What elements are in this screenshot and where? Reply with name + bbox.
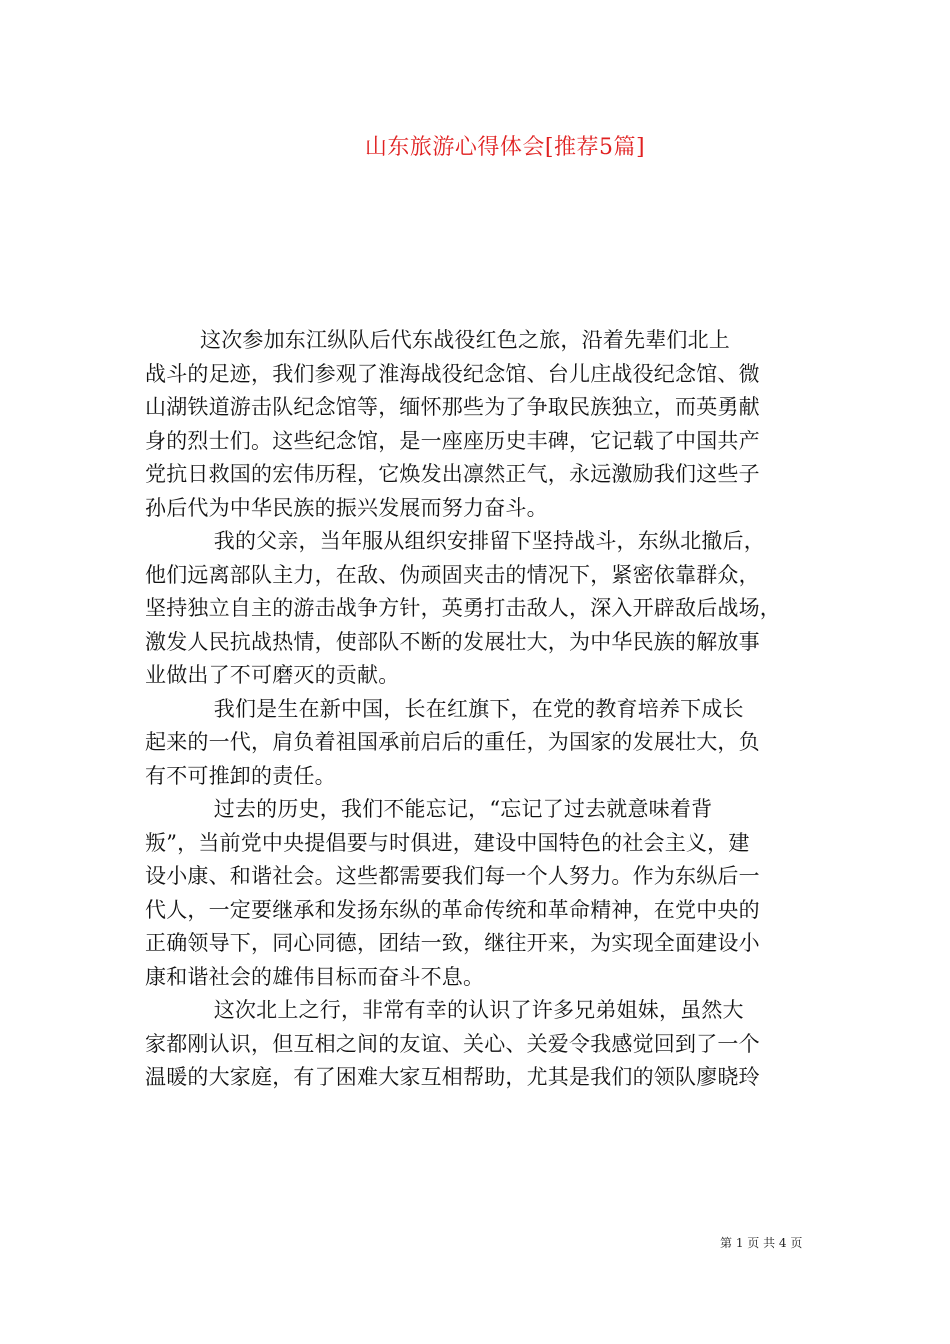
text-line: 叛”，当前党中央提倡要与时俱进，建设中国特色的社会主义，建	[145, 830, 750, 855]
text-line: 我的父亲，当年服从组织安排留下坚持战斗，东纵北撤后，	[145, 529, 765, 553]
text-line: 党抗日救国的宏伟历程，它焕发出凛然正气，永远激励我们这些子	[145, 462, 760, 486]
text-line: 康和谐社会的雄伟目标而奋斗不息。	[145, 964, 485, 989]
text-line: 激发人民抗战热情，使部队不断的发展壮大，为中华民族的解放事	[145, 629, 760, 654]
text-line: 代人，一定要继承和发扬东纵的革命传统和革命精神，在党中央的	[145, 897, 760, 922]
text-line: 过去的历史，我们不能忘记，“忘记了过去就意味着背	[145, 797, 713, 821]
document-body	[145, 324, 809, 1095]
text-line: 山湖铁道游击队纪念馆等，缅怀那些为了争取民族独立，而英勇献	[145, 395, 760, 419]
text-line: 这次北上之行，非常有幸的认识了许多兄弟姐妹，虽然大	[145, 998, 744, 1022]
text-line: 家都刚认识，但互相之间的友谊、关心、关爱令我感觉回到了一个	[145, 1031, 760, 1056]
text-line: 有不可推卸的责任。	[145, 763, 336, 788]
text-line: 这次参加东江纵队后代东战役红色之旅，沿着先辈们北上	[145, 328, 730, 352]
text-line: 孙后代为中华民族的振兴发展而努力奋斗。	[145, 495, 548, 520]
text-line: 业做出了不可磨灭的贡献。	[145, 663, 400, 687]
document-title: 山东旅游心得体会[推荐5篇]	[364, 135, 646, 160]
text-line: 他们远离部队主力，在敌、伪顽固夹击的情况下，紧密依靠群众，	[145, 562, 760, 587]
text-line: 起来的一代，肩负着祖国承前启后的重任，为国家的发展壮大，负	[145, 730, 760, 754]
text-line: 正确领导下，同心同德，团结一致，继往开来，为实现全面建设小	[145, 931, 760, 955]
text-line: 战斗的足迹，我们参观了淮海战役纪念馆、台儿庄战役纪念馆、微	[145, 361, 760, 386]
page-footer: 第 1 页 共 4 页	[720, 1236, 803, 1250]
text-line: 设小康、和谐社会。这些都需要我们每一个人努力。作为东纵后一	[145, 864, 760, 888]
text-line: 坚持独立自主的游击战争方针，英勇打击敌人，深入开辟敌后战场，	[145, 596, 781, 620]
text-line: 我们是生在新中国，长在红旗下，在党的教育培养下成长	[145, 696, 744, 721]
text-line: 身的烈士们。这些纪念馆，是一座座历史丰碑，它记载了中国共产	[145, 428, 760, 453]
text-line: 温暖的大家庭，有了困难大家互相帮助，尤其是我们的领队廖晓玲	[145, 1065, 760, 1089]
